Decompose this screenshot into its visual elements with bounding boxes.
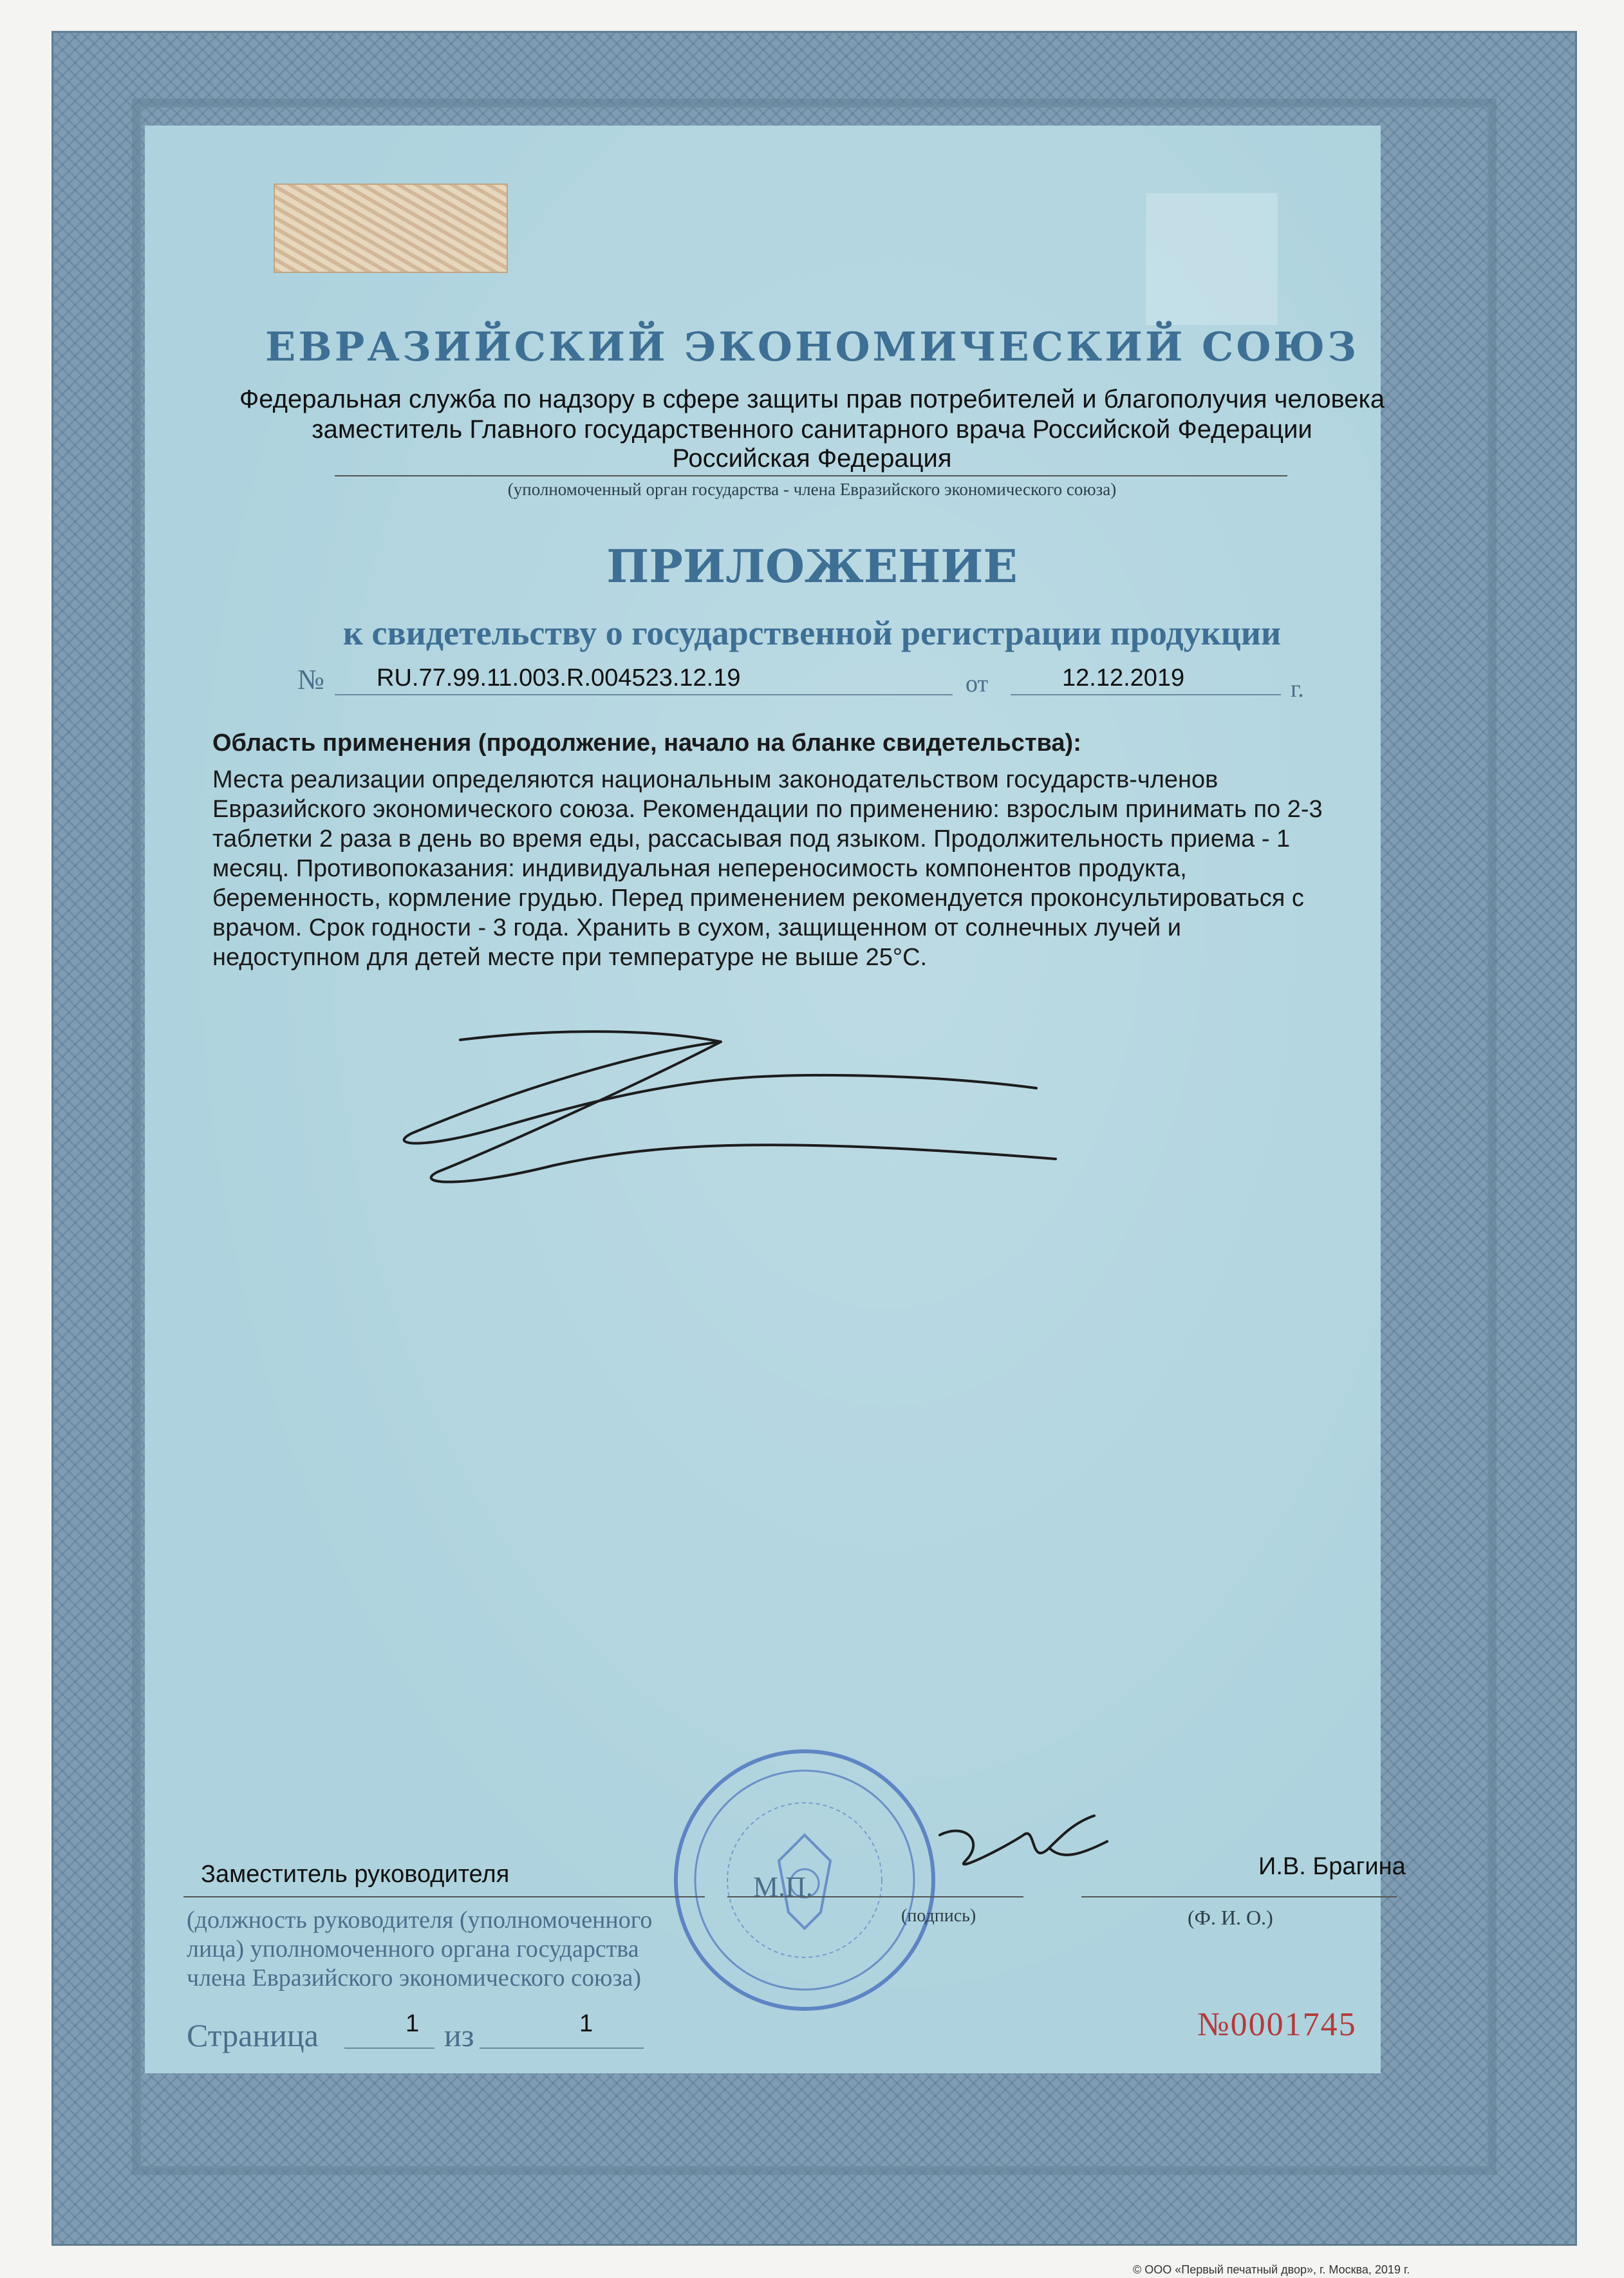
watermark-patch — [1146, 193, 1278, 325]
name-caption: (Ф. И. О.) — [1188, 1906, 1273, 1929]
authority-underline — [335, 475, 1287, 476]
scope-heading: Область применения (продолжение, начало на бланке свидетельства): — [212, 730, 1081, 757]
scope-line: врачом. Срок годности - 3 года. Хранить в сухом, защищенном от солнечных лучей и — [212, 914, 1182, 941]
name-underline — [1081, 1896, 1397, 1897]
union-title: ЕВРАЗИЙСКИЙ ЭКОНОМИЧЕСКИЙ СОЮЗ — [265, 323, 1359, 370]
date-underline — [1011, 694, 1281, 695]
scope-line: месяц. Противопоказания: индивидуальная непереносимость компонентов продукта, — [212, 855, 1187, 882]
position-caption-line: лица) уполномоченного органа государства — [187, 1935, 639, 1963]
total-underline — [480, 2047, 644, 2049]
position-caption-line: члена Евразийского экономического союза) — [187, 1964, 641, 1991]
scope-line: таблетки 2 раза в день во время еды, рассасывая под языком. Продолжительность приема - 1 — [212, 825, 1291, 852]
official-signature — [927, 1796, 1120, 1893]
appendix-title: ПРИЛОЖЕНИЕ — [606, 540, 1018, 593]
scope-line: Евразийского экономического союза. Рекомендации по применению: взрослым принимать по 2-3 — [212, 796, 1323, 823]
page-total: 1 — [579, 2010, 593, 2037]
signatory-position: Заместитель руководителя — [201, 1861, 510, 1888]
of-label: из — [444, 2017, 474, 2053]
authority-caption: (уполномоченный орган государства - члена Евразийского экономического союза) — [507, 480, 1117, 499]
date-label: от — [966, 670, 989, 697]
stamp-place-label: М.П. — [753, 1871, 813, 1903]
page-number: 1 — [406, 2010, 420, 2037]
authority-line-1: Федеральная служба по надзору в сфере защиты прав потребителей и благополучия человека — [239, 385, 1385, 413]
number-underline — [335, 694, 953, 695]
appendix-subtitle: к свидетельству о государственной регистрации продукции — [342, 614, 1282, 652]
signature-caption: (подпись) — [901, 1906, 976, 1926]
certificate-number: RU.77.99.11.003.R.004523.12.19 — [377, 664, 741, 692]
position-underline — [183, 1896, 705, 1897]
scope-line: недоступном для детей месте при температуре не выше 25°C. — [212, 944, 928, 971]
page-label: Страница — [187, 2017, 319, 2053]
authority-line-2: заместитель Главного государственного санитарного врача Российской Федерации — [312, 415, 1312, 444]
scope-line: беременность, кормление грудью. Перед применением рекомендуется проконсультироваться с — [212, 885, 1304, 912]
page-underline — [344, 2047, 434, 2049]
certificate-date: 12.12.2019 — [1062, 664, 1185, 692]
number-label: № — [297, 664, 324, 695]
cancellation-signature — [386, 1024, 1069, 1210]
year-suffix: г. — [1291, 675, 1304, 702]
hologram-sticker — [274, 184, 508, 273]
scope-line: Места реализации определяются национальным законодательством государств-членов — [212, 766, 1218, 793]
form-serial-number: №0001745 — [1197, 2006, 1357, 2043]
signatory-name: И.В. Брагина — [1258, 1853, 1406, 1880]
printer-imprint: © ООО «Первый печатный двор», г. Москва, 2019 г. — [1133, 2263, 1410, 2276]
authority-line-3: Российская Федерация — [672, 444, 952, 473]
position-caption-line: (должность руководителя (уполномоченного — [187, 1906, 653, 1934]
